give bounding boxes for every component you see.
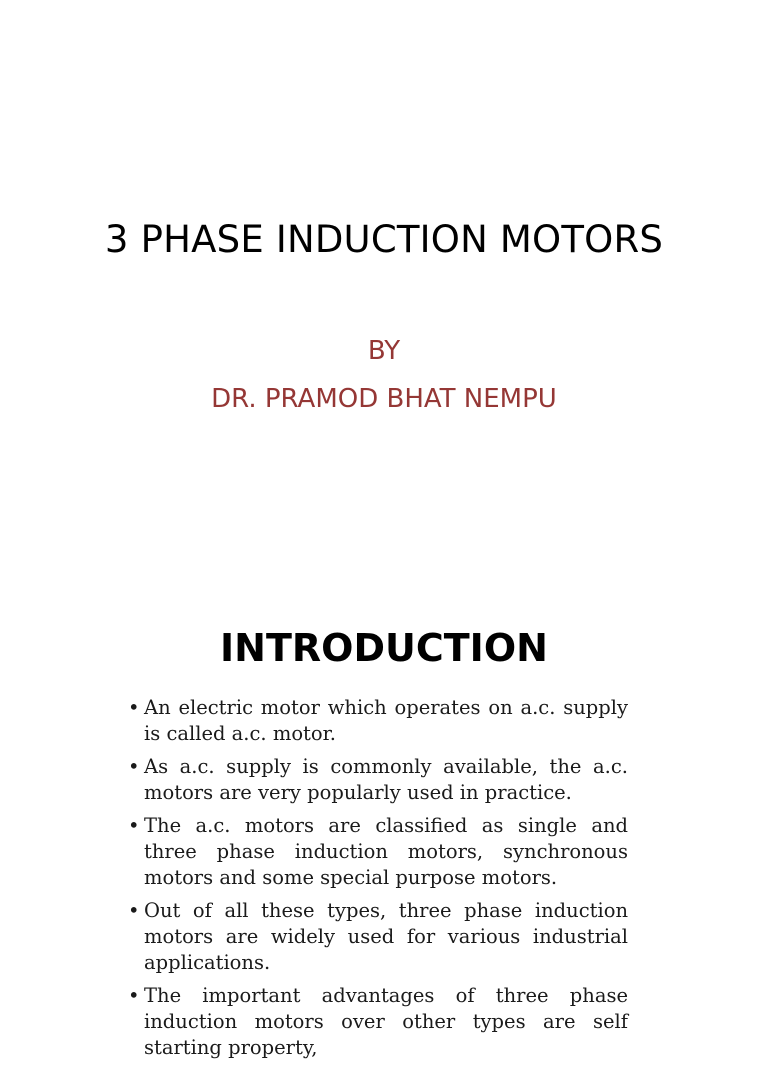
bullet-text: The a.c. motors are classified as single and three phase induction motors, synchronous motors and some special purpose motors. bbox=[144, 814, 628, 889]
bullet-item bbox=[128, 695, 628, 747]
introduction-slide bbox=[0, 576, 768, 1059]
bullet-icon: • bbox=[128, 696, 140, 719]
slide-title: 3 PHASE INDUCTION MOTORS bbox=[104, 218, 664, 261]
bullet-item bbox=[128, 983, 628, 1061]
bullet-text: An electric motor which operates on a.c. supply is called a.c. motor. bbox=[144, 696, 628, 745]
bullet-icon: • bbox=[128, 984, 140, 1007]
bullet-icon: • bbox=[128, 755, 140, 778]
bullet-text: The important advantages of three phase induction motors over other types are self starting property, bbox=[144, 984, 628, 1059]
bullet-item bbox=[128, 898, 628, 976]
bullet-text: Out of all these types, three phase induction motors are widely used for various industrial applications. bbox=[144, 899, 628, 974]
bullet-text: As a.c. supply is commonly available, the a.c. motors are very popularly used in practice. bbox=[144, 755, 628, 804]
scanned-text-block bbox=[128, 695, 628, 1068]
slide-heading: INTRODUCTION bbox=[220, 626, 548, 670]
bullet-item bbox=[128, 813, 628, 891]
bullet-icon: • bbox=[128, 814, 140, 837]
bullet-item bbox=[128, 754, 628, 806]
bullet-icon: • bbox=[128, 899, 140, 922]
subtitle-author: DR. PRAMOD BHAT NEMPU bbox=[211, 384, 557, 414]
subtitle-by: BY bbox=[367, 336, 401, 366]
